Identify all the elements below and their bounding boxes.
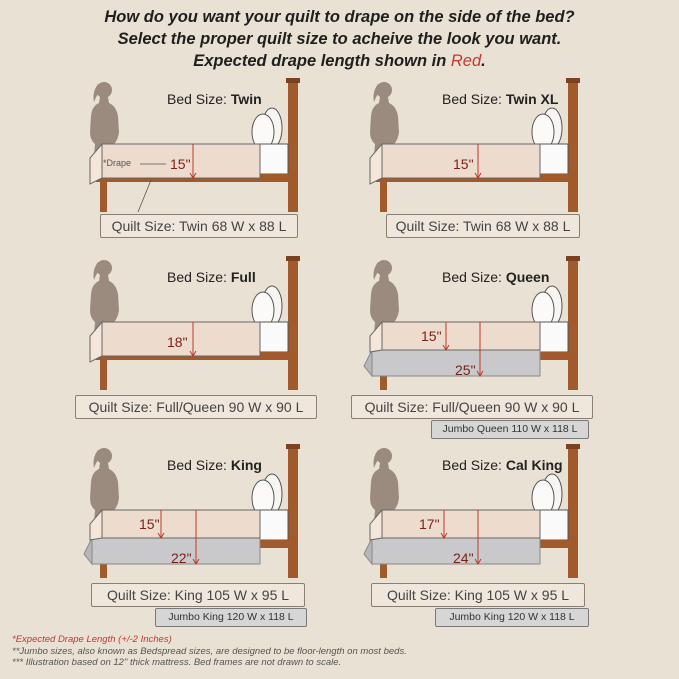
headboard-cap <box>566 256 580 261</box>
bed-frame-leg <box>380 174 387 212</box>
mattress-end <box>260 322 288 352</box>
footer-notes <box>12 634 407 669</box>
headboard-post <box>288 80 298 212</box>
header-line3-prefix: Expected drape length shown in <box>193 52 451 70</box>
drape-length-label: 15" <box>170 156 191 172</box>
headboard-cap <box>566 444 580 449</box>
drape-length-label: 15" <box>139 516 160 532</box>
headboard-post <box>288 258 298 390</box>
quilt-body <box>102 510 260 538</box>
bed-size-prefix: Bed Size: <box>167 91 231 107</box>
drape-length-label: 18" <box>167 334 188 350</box>
footer-line1: *Expected Drape Length (+/-2 Inches) <box>12 634 172 645</box>
header-line1: How do you want your quilt to drape on the side of the bed? <box>104 8 575 26</box>
bed-size-label <box>167 269 256 285</box>
mattress-end <box>260 510 288 540</box>
quilt-size-box: Quilt Size: King 105 W x 95 L <box>371 583 585 607</box>
jumbo-size-box: Jumbo Queen 110 W x 118 L <box>431 420 589 439</box>
bed-size-value: Cal King <box>505 457 563 473</box>
bed-frame-leg <box>100 174 107 212</box>
headboard-cap <box>566 78 580 83</box>
jumbo-size-box: Jumbo King 120 W x 118 L <box>435 608 589 627</box>
drape-length-label: 15" <box>421 328 442 344</box>
bed-size-value: King <box>230 457 262 473</box>
panel-full <box>78 248 388 438</box>
jumbo-drape-length-label: 24" <box>453 550 474 566</box>
quilt-size-box: Quilt Size: King 105 W x 95 L <box>91 583 305 607</box>
jumbo-drape-end <box>364 538 372 564</box>
bed-size-label <box>442 91 558 107</box>
bed-size-value: Twin XL <box>505 91 559 107</box>
mattress-end <box>260 144 288 174</box>
header-line2: Select the proper quilt size to acheive the look you want. <box>117 30 562 48</box>
quilt-body <box>382 510 540 538</box>
jumbo-drape-end <box>84 538 92 564</box>
bed-size-value: Queen <box>505 269 550 285</box>
jumbo-drape-end <box>364 350 372 376</box>
quilt-size-box: Quilt Size: Full/Queen 90 W x 90 L <box>75 395 317 419</box>
header-line3-suffix: . <box>481 52 486 70</box>
headboard-cap <box>286 444 300 449</box>
mattress-end <box>540 322 568 352</box>
panel-queen <box>358 248 668 438</box>
quilt-size-box: Quilt Size: Twin 68 W x 88 L <box>100 214 298 238</box>
quilt-size-box: Quilt Size: Full/Queen 90 W x 90 L <box>351 395 593 419</box>
drape-note-label: *Drape <box>103 158 132 168</box>
panel-twin <box>78 70 388 260</box>
header-red-word: Red <box>450 52 482 70</box>
headboard-cap <box>286 78 300 83</box>
mattress-end <box>540 510 568 540</box>
bed-size-prefix: Bed Size: <box>167 269 231 285</box>
bed-size-prefix: Bed Size: <box>442 269 506 285</box>
bed-size-prefix: Bed Size: <box>442 457 506 473</box>
headboard-post <box>288 446 298 578</box>
jumbo-size-box: Jumbo King 120 W x 118 L <box>155 608 307 627</box>
footer-line2: **Jumbo sizes, also known as Bedspread sizes, are designed to be floor-length on most beds. <box>12 645 407 657</box>
drape-pointer-leader <box>138 180 151 212</box>
header <box>0 6 679 72</box>
headboard-post <box>568 80 578 212</box>
bed-size-label <box>442 269 549 285</box>
panel-twin-xl <box>358 70 668 260</box>
bed-frame-leg <box>100 352 107 390</box>
header-line3 <box>0 50 679 72</box>
headboard-post <box>568 258 578 390</box>
bed-size-label <box>167 457 262 473</box>
headboard-post <box>568 446 578 578</box>
drape-length-label: 17" <box>419 516 440 532</box>
headboard-cap <box>286 256 300 261</box>
bed-size-label <box>442 457 563 473</box>
bed-size-prefix: Bed Size: <box>167 457 231 473</box>
footer-line3: *** Illustration based on 12" thick mattress. Bed frames are not drawn to scale. <box>12 657 342 668</box>
bed-size-value: Twin <box>230 91 262 107</box>
jumbo-drape-length-label: 25" <box>455 362 476 378</box>
bed-size-prefix: Bed Size: <box>442 91 506 107</box>
mattress-end <box>540 144 568 174</box>
drape-length-label: 15" <box>453 156 474 172</box>
quilt-size-box: Quilt Size: Twin 68 W x 88 L <box>386 214 580 238</box>
bed-size-value: Full <box>230 269 256 285</box>
panel-cal-king <box>358 436 668 626</box>
panel-king <box>78 436 388 626</box>
bed-size-label <box>167 91 262 107</box>
quilt-body <box>382 322 540 350</box>
jumbo-drape-length-label: 22" <box>171 550 192 566</box>
